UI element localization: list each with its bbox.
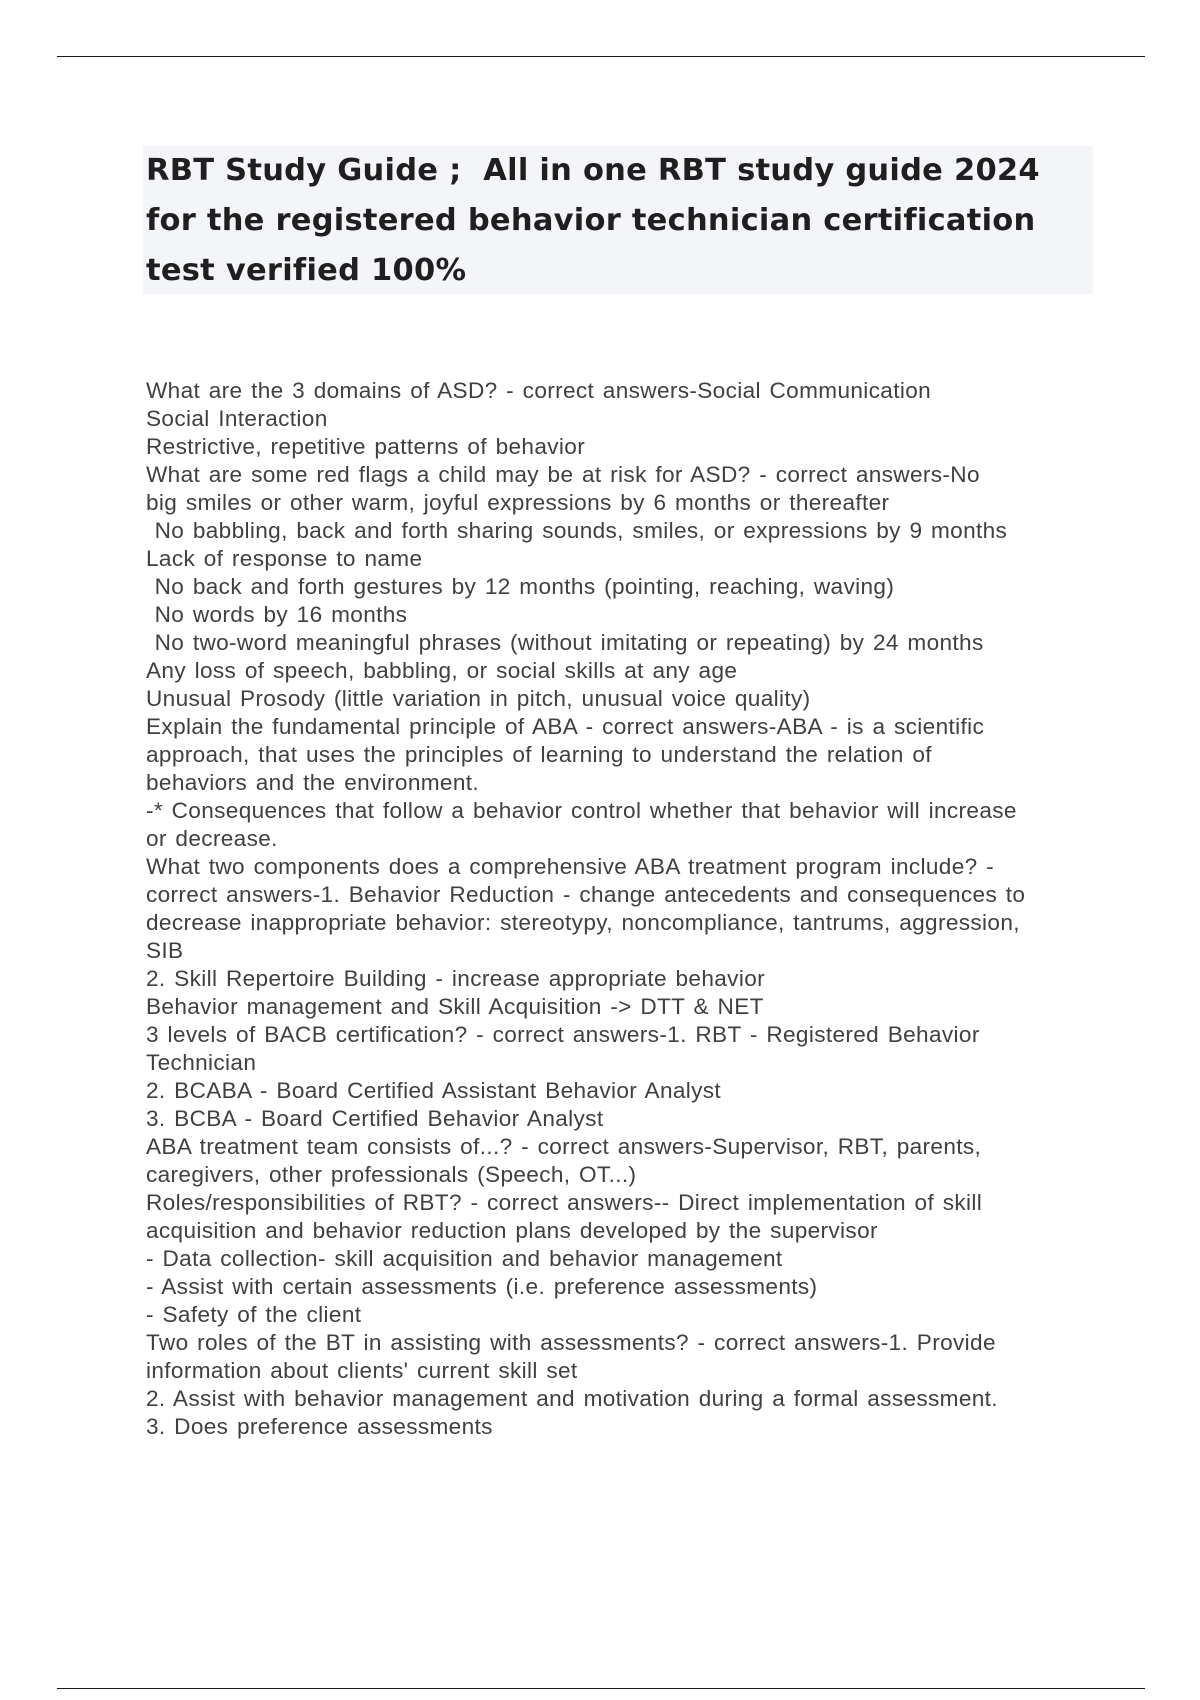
text-line: 2. Assist with behavior management and motivation during a formal assessment.	[146, 1386, 998, 1411]
text-line: Two roles of the BT in assisting with assessments? - correct answers-1. Provide	[146, 1330, 996, 1355]
text-line: 3. BCBA - Board Certified Behavior Analyst	[146, 1106, 604, 1131]
text-line: big smiles or other warm, joyful expressions by 6 months or thereafter	[146, 490, 890, 515]
text-line: information about clients' current skill set	[146, 1358, 578, 1383]
study-guide-body	[146, 377, 1106, 1441]
text-line: behaviors and the environment.	[146, 770, 480, 795]
title-line: for the registered behavior technician certification	[146, 203, 1036, 238]
text-line: acquisition and behavior reduction plans developed by the supervisor	[146, 1218, 878, 1243]
text-line: What two components does a comprehensive ABA treatment program include? -	[146, 854, 995, 879]
title-box	[143, 146, 1093, 294]
text-line: Lack of response to name	[146, 546, 423, 571]
text-line: caregivers, other professionals (Speech, OT...)	[146, 1162, 637, 1187]
text-line: No two-word meaningful phrases (without imitating or repeating) by 24 months	[146, 630, 984, 655]
text-line: Technician	[146, 1050, 257, 1075]
text-line: SIB	[146, 938, 184, 963]
text-line: Unusual Prosody (little variation in pitch, unusual voice quality)	[146, 686, 811, 711]
text-line: decrease inappropriate behavior: stereotypy, noncompliance, tantrums, aggression,	[146, 910, 1020, 935]
document-title	[146, 146, 1093, 296]
text-line: No words by 16 months	[146, 602, 408, 627]
text-line: 2. BCABA - Board Certified Assistant Behavior Analyst	[146, 1078, 722, 1103]
text-line: -* Consequences that follow a behavior control whether that behavior will increase	[146, 798, 1017, 823]
text-line: 3. Does preference assessments	[146, 1414, 493, 1439]
footer-rule	[57, 1688, 1145, 1689]
text-line: Social Interaction	[146, 406, 328, 431]
text-line: Explain the fundamental principle of ABA - correct answers-ABA - is a scientific	[146, 714, 985, 739]
header-rule	[57, 56, 1145, 57]
text-line: Roles/responsibilities of RBT? - correct answers-- Direct implementation of skill	[146, 1190, 983, 1215]
text-line: Any loss of speech, babbling, or social skills at any age	[146, 658, 738, 683]
text-line: What are some red flags a child may be at risk for ASD? - correct answers-No	[146, 462, 980, 487]
text-line: Behavior management and Skill Acquisition -> DTT & NET	[146, 994, 764, 1019]
title-line: RBT Study Guide ; All in one RBT study guide 2024	[146, 153, 1040, 188]
text-line: 3 levels of BACB certification? - correct answers-1. RBT - Registered Behavior	[146, 1022, 980, 1047]
text-line: - Safety of the client	[146, 1302, 362, 1327]
text-line: No babbling, back and forth sharing sounds, smiles, or expressions by 9 months	[146, 518, 1008, 543]
text-line: approach, that uses the principles of learning to understand the relation of	[146, 742, 932, 767]
text-line: - Assist with certain assessments (i.e. preference assessments)	[146, 1274, 818, 1299]
text-line: ABA treatment team consists of...? - correct answers-Supervisor, RBT, parents,	[146, 1134, 982, 1159]
text-line: 2. Skill Repertoire Building - increase appropriate behavior	[146, 966, 765, 991]
text-line: correct answers-1. Behavior Reduction - change antecedents and consequences to	[146, 882, 1026, 907]
title-line: test verified 100%	[146, 253, 467, 288]
text-line: No back and forth gestures by 12 months (pointing, reaching, waving)	[146, 574, 895, 599]
text-line: What are the 3 domains of ASD? - correct answers-Social Communication	[146, 378, 932, 403]
text-line: Restrictive, repetitive patterns of behavior	[146, 434, 586, 459]
text-line: or decrease.	[146, 826, 278, 851]
text-line: - Data collection- skill acquisition and behavior management	[146, 1246, 783, 1271]
